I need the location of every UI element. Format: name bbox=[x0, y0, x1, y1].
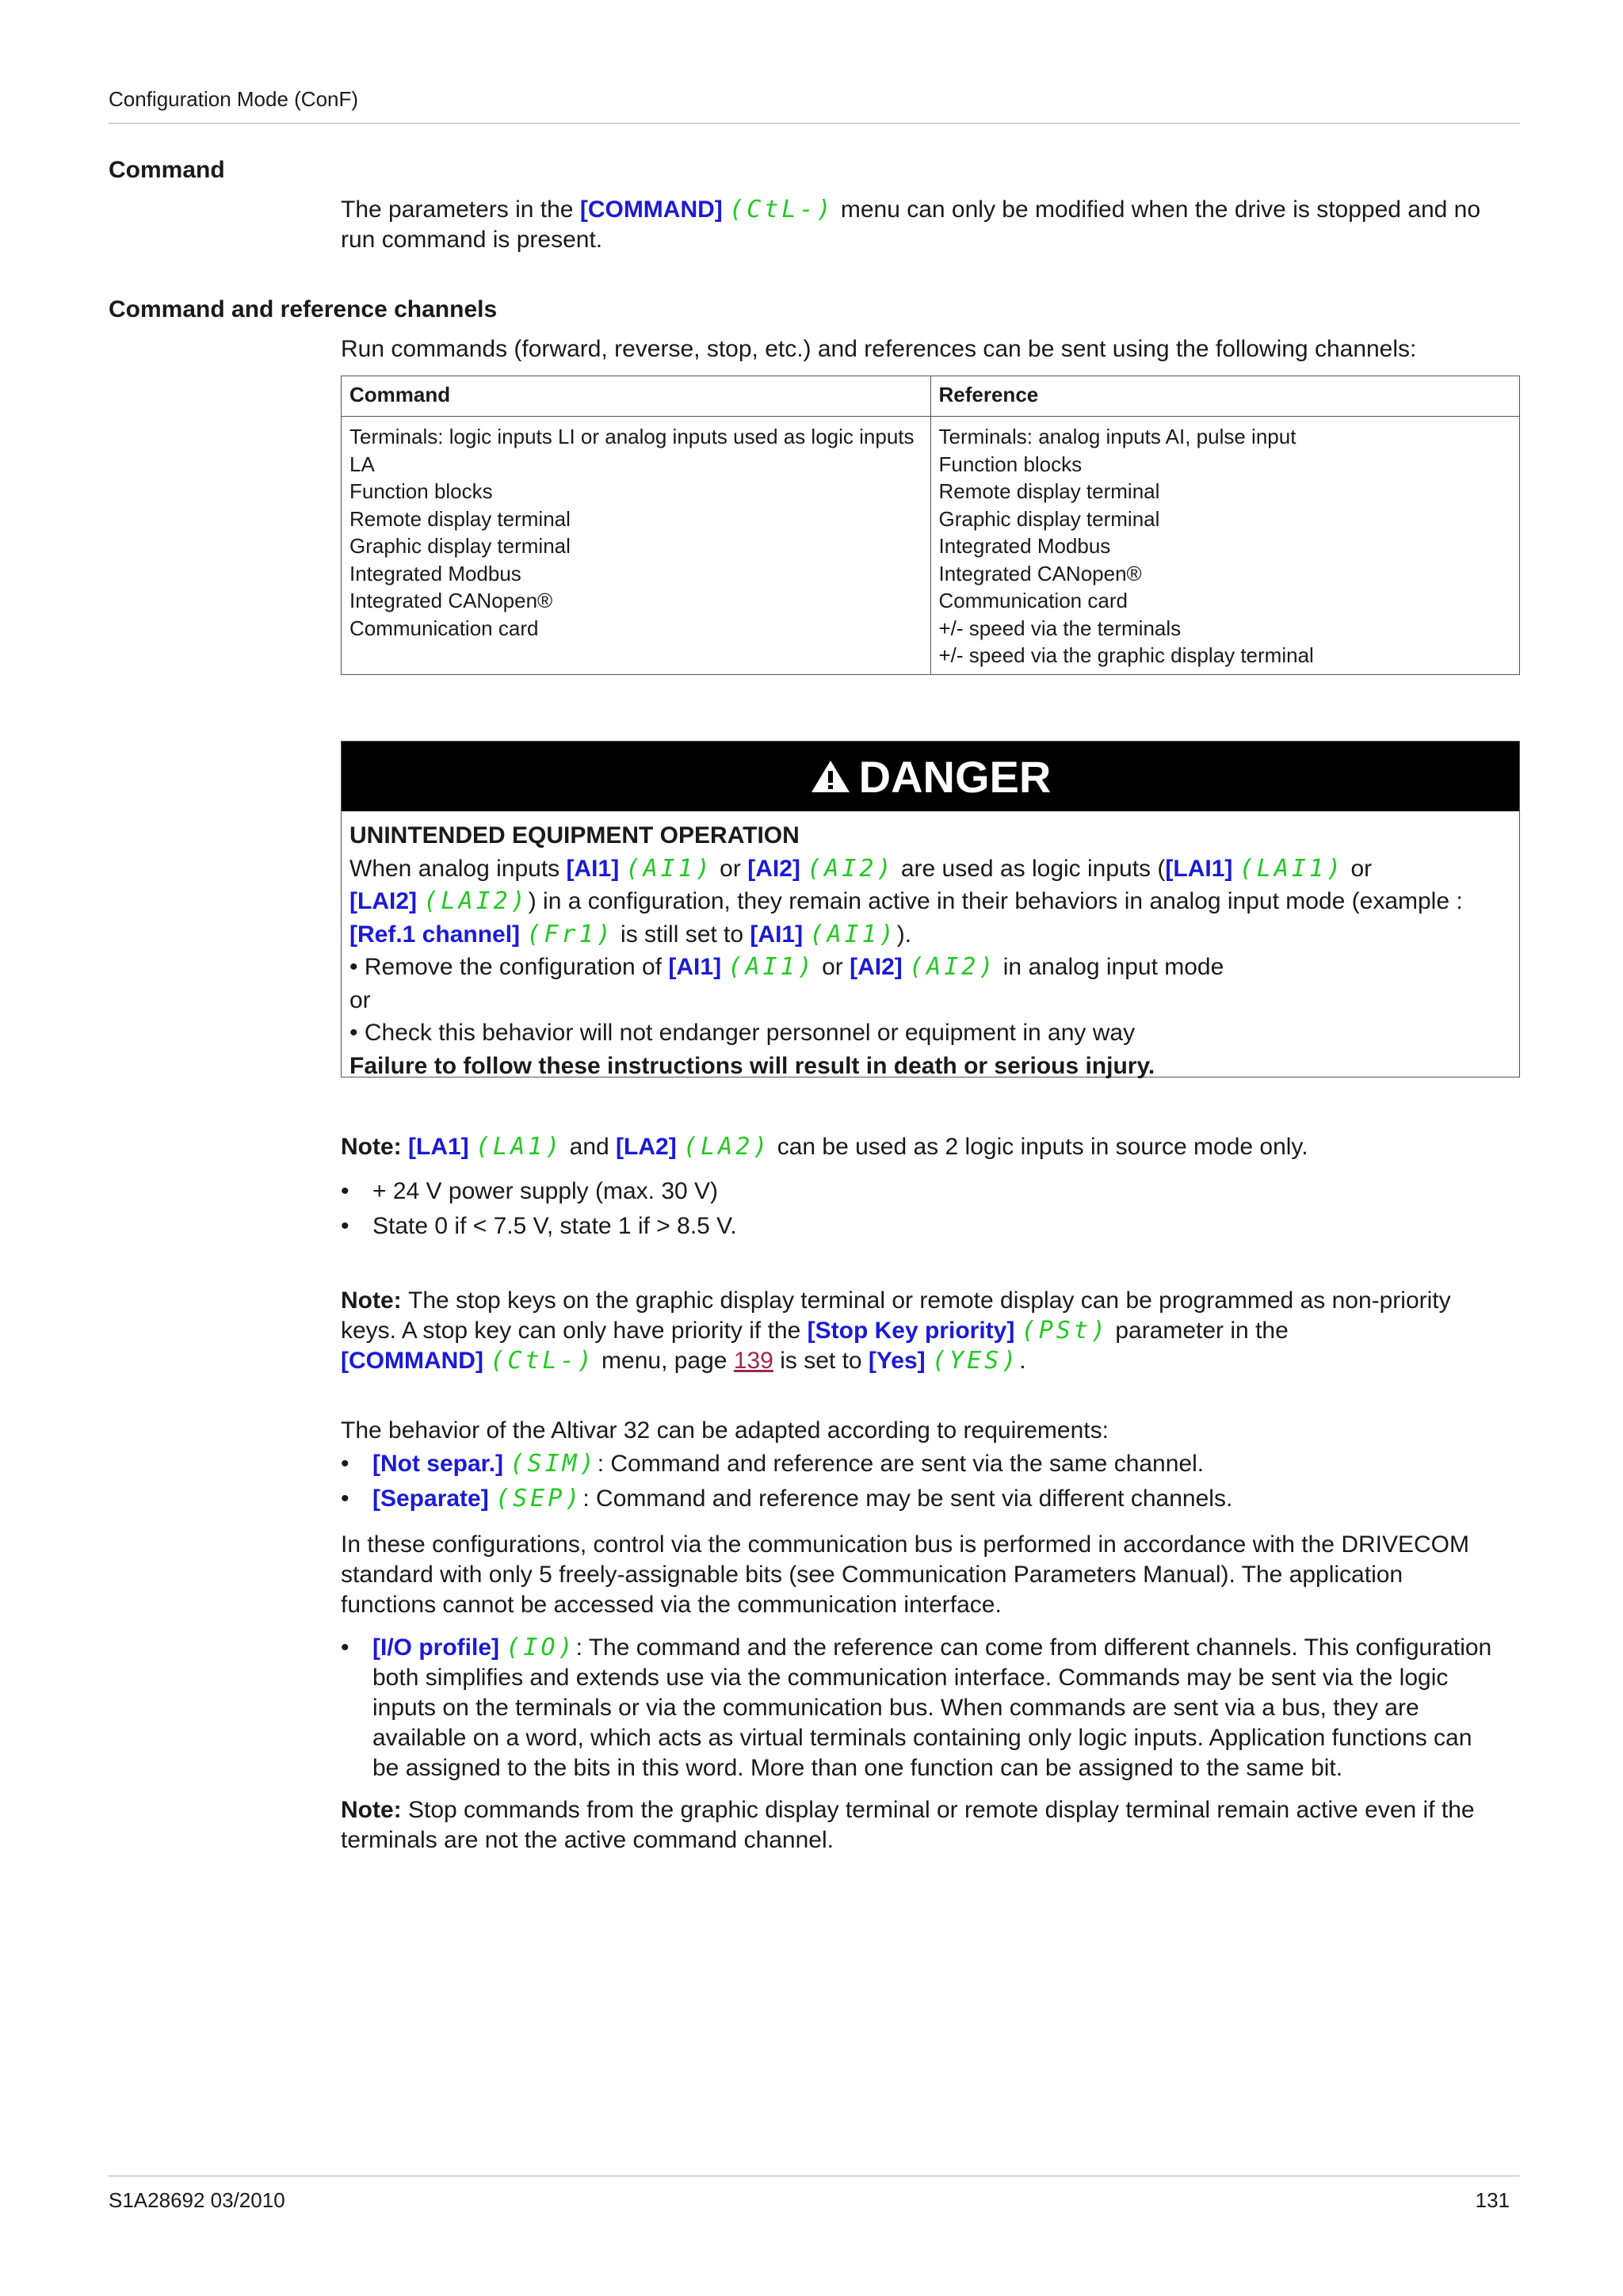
danger-body: UNINTENDED EQUIPMENT OPERATION When analog inputs [AI1] (AI1) or [AI2] (AI2) are used as logic inputs ([LAI1] (LAI1) or [LAI2] (LAI2)) in a configuration, they remain active in their behaviors in analog input mode (example : [Ref.1 channel] (Fr1) is still set to [AI1] (AI1)). • Remove the configuration of [AI1] (AI1) or [AI2] (AI2) in analog input mode or • Check this behavior will not endanger personnel or equipment in any way Failure to follow these instructions will result in death or serious injury. bbox=[342, 811, 1519, 1082]
list-item: Function blocks bbox=[349, 479, 493, 503]
command-paragraph: The parameters in the [COMMAND] (CtL-) menu can only be modified when the drive is stopped and no run command is present. bbox=[341, 196, 1481, 253]
list-item: Integrated Modbus bbox=[938, 534, 1111, 558]
command-menu-link[interactable]: [COMMAND] bbox=[341, 1348, 483, 1374]
reference-channels-cell bbox=[930, 417, 1520, 675]
list-item: +/- speed via the graphic display terminal bbox=[938, 643, 1314, 667]
la1-link[interactable]: [LA1] bbox=[408, 1134, 469, 1160]
note-la-inputs: Note: [LA1] (LA1) and [LA2] (LA2) can be used as 2 logic inputs in source mode only. bbox=[341, 1133, 1308, 1161]
yes-value-link[interactable]: [Yes] bbox=[868, 1348, 926, 1374]
ai1-link[interactable]: [AI1] bbox=[668, 954, 722, 980]
danger-consequence: Failure to follow these instructions will result in death or serious injury. bbox=[349, 1052, 1155, 1079]
lai1-link[interactable]: [LAI1] bbox=[1165, 855, 1233, 882]
list-item: Terminals: logic inputs LI or analog inputs used as logic inputs LA bbox=[349, 425, 915, 476]
behavior-intro: The behavior of the Altivar 32 can be adapted according to requirements: bbox=[341, 1417, 1109, 1444]
warning-triangle-icon bbox=[810, 759, 851, 794]
command-channels-cell bbox=[342, 417, 931, 675]
ai2-link[interactable]: [AI2] bbox=[747, 855, 800, 882]
channels-intro: Run commands (forward, reverse, stop, etc.) and references can be sent using the following channels: bbox=[341, 336, 1417, 362]
drivecom-paragraph: In these configurations, control via the communication bus is performed in accordance with the DRIVECOM standard with only 5 freely-assignable bits (see Communication Parameters Manual). The application functions cannot be accessed via the communication interface. bbox=[341, 1531, 1470, 1618]
note-stop-keys: Note: The stop keys on the graphic display terminal or remote display can be programmed as non-priority keys. A stop key can only have priority if the [Stop Key priority] (PSt) parameter in the [COMMAND] (CtL-) menu, page 139 is set to [Yes] (YES). bbox=[341, 1287, 1451, 1375]
list-item: Communication card bbox=[349, 616, 539, 640]
list-item: • State 0 if < 7.5 V, state 1 if > 8.5 V. bbox=[341, 1213, 737, 1239]
list-item: Integrated Modbus bbox=[349, 561, 521, 585]
la2-link[interactable]: [LA2] bbox=[616, 1134, 677, 1160]
separate-link[interactable]: [Separate] bbox=[372, 1486, 489, 1512]
io-profile-link[interactable]: [I/O profile] bbox=[372, 1634, 499, 1661]
section-heading-command: Command bbox=[109, 157, 225, 183]
page-link[interactable]: 139 bbox=[733, 1348, 773, 1374]
danger-title: DANGER bbox=[858, 751, 1052, 802]
list-item: • [Separate] (SEP): Command and reference may be sent via different channels. bbox=[341, 1485, 1233, 1512]
footer-doc-ref: S1A28692 03/2010 bbox=[109, 2188, 285, 2212]
list-item: • + 24 V power supply (max. 30 V) bbox=[341, 1178, 719, 1204]
list-item: • [I/O profile] (IO): The command and the reference can come from different channels. This configuration both simplifies and extends use via the communication interface. Commands may be sent via the logic inputs on the terminals or via the communication bus. When commands are sent via a bus, they are available on a word, which acts as virtual terminals containing only logic inputs. Application functions can be assigned to the bits in this word. More than one function can be assigned to the same bit. bbox=[341, 1634, 1492, 1781]
list-item: Integrated CANopen® bbox=[938, 561, 1142, 585]
table-header-reference: Reference bbox=[930, 376, 1520, 417]
running-header: Configuration Mode (ConF) bbox=[109, 87, 359, 111]
ai2-link[interactable]: [AI2] bbox=[850, 954, 903, 980]
list-item: • [Not separ.] (SIM): Command and reference are sent via the same channel. bbox=[341, 1450, 1205, 1478]
danger-subtitle: UNINTENDED EQUIPMENT OPERATION bbox=[349, 822, 800, 849]
channels-table bbox=[341, 376, 1520, 675]
stop-key-priority-link[interactable]: [Stop Key priority] bbox=[807, 1318, 1015, 1344]
list-item: Function blocks bbox=[938, 452, 1083, 476]
page-number: 131 bbox=[1475, 2188, 1510, 2212]
danger-safety-message bbox=[341, 741, 1520, 1077]
danger-header bbox=[342, 742, 1519, 811]
command-menu-link[interactable]: [COMMAND] bbox=[579, 196, 723, 223]
list-item: Communication card bbox=[938, 589, 1128, 612]
header-rule bbox=[109, 123, 1520, 124]
table-row bbox=[342, 417, 1520, 675]
list-item: +/- speed via the terminals bbox=[938, 616, 1182, 640]
list-item: Graphic display terminal bbox=[938, 506, 1160, 531]
list-item: Remote display terminal bbox=[938, 479, 1160, 503]
not-separ-link[interactable]: [Not separ.] bbox=[372, 1451, 504, 1477]
table-header-row bbox=[342, 376, 1520, 417]
ai1-link[interactable]: [AI1] bbox=[750, 921, 804, 948]
list-item: Integrated CANopen® bbox=[349, 589, 553, 612]
ai1-link[interactable]: [AI1] bbox=[566, 855, 620, 882]
ref1-channel-link[interactable]: [Ref.1 channel] bbox=[349, 921, 521, 948]
list-item: Remote display terminal bbox=[349, 506, 571, 531]
io-profile-list bbox=[341, 1633, 1491, 1783]
list-item: Graphic display terminal bbox=[349, 534, 571, 558]
note-stop-commands: Note: Stop commands from the graphic display terminal or remote display terminal remain active even if the terminals are not the active command channel. bbox=[341, 1797, 1475, 1853]
behavior-modes-list bbox=[341, 1449, 1232, 1514]
lai2-link[interactable]: [LAI2] bbox=[349, 888, 417, 914]
list-item: Terminals: analog inputs AI, pulse input bbox=[938, 425, 1296, 448]
section-heading-channels: Command and reference channels bbox=[109, 296, 498, 322]
la-specs-list bbox=[341, 1177, 737, 1241]
table-header-command: Command bbox=[342, 376, 931, 417]
